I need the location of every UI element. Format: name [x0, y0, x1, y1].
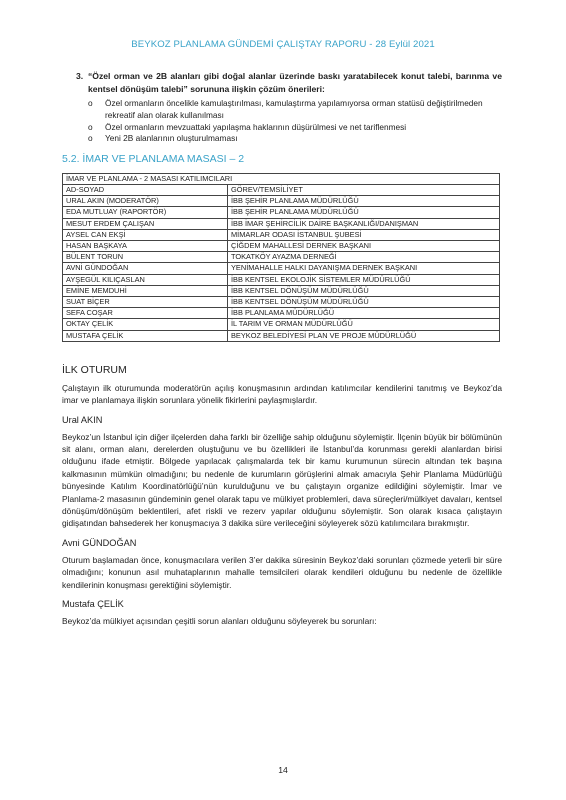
participant-name: EDA MUTLUAY (RAPORTÖR)	[63, 207, 228, 218]
participant-role: BEYKOZ BELEDİYESİ PLAN VE PROJE MÜDÜRLÜĞÜ	[228, 330, 500, 341]
table-row	[63, 308, 500, 319]
speaker-text: Oturum başlamadan önce, konuşmacılara verilen 3’er dakika süresinin Beykoz’daki sorunları çözmede yeterli bir süre olmadığını; konunun asıl muhataplarının mahalle temsilcileri olarak kendileri olduğunu bu nedenle de özellikle kendilerinin konuşması gerektiğini söylemiştir.	[62, 554, 502, 590]
page-number: 14	[278, 765, 288, 775]
participant-role: TOKATKÖY AYAZMA DERNEĞİ	[228, 252, 500, 263]
participant-role: İBB KENTSEL EKOLOJİK SİSTEMLER MÜDÜRLÜĞÜ	[228, 274, 500, 285]
participant-name: MESUT ERDEM ÇALIŞAN	[63, 218, 228, 229]
session-intro: Çalıştayın ilk oturumunda moderatörün açılış konuşmasının ardından katılımcılar kendilerini tanıtmış ve Beykoz’da imar ve planlamaya ilişkin sorunlara yönelik fikirlerini paylaşmışlardır.	[62, 382, 502, 406]
participant-name: AYSEL CAN EKŞİ	[63, 229, 228, 240]
column-header-name: AD-SOYAD	[63, 184, 228, 195]
list-item-text: Yeni 2B alanlarının oluşturulmaması	[105, 133, 238, 144]
participant-name: SEFA COŞAR	[63, 308, 228, 319]
bullet-marker: o	[88, 133, 93, 144]
participant-name: MUSTAFA ÇELİK	[63, 330, 228, 341]
table-row	[63, 285, 500, 296]
table-row	[63, 297, 500, 308]
list-item	[88, 122, 502, 134]
participant-role: ÇİĞDEM MAHALLESİ DERNEK BAŞKANI	[228, 241, 500, 252]
report-header: BEYKOZ PLANLAMA GÜNDEMİ ÇALIŞTAY RAPORU - 28 Eylül 2021	[131, 39, 435, 50]
speaker-name: Avni GÜNDOĞAN	[62, 537, 137, 548]
table-row	[63, 319, 500, 330]
participant-role: İBB ŞEHİR PLANLAMA MÜDÜRLÜĞÜ	[228, 207, 500, 218]
table-row	[63, 330, 500, 341]
table-row	[63, 263, 500, 274]
participant-role: MİMARLAR ODASI İSTANBUL ŞUBESİ	[228, 229, 500, 240]
list-item-text: Özel ormanların mevzuattaki yapılaşma haklarının düşürülmesi ve net tariflenmesi	[105, 121, 407, 132]
participant-role: İBB PLANLAMA MÜDÜRLÜĞÜ	[228, 308, 500, 319]
page-content	[62, 70, 502, 628]
participant-name: AVNİ GÜNDOĞAN	[63, 263, 228, 274]
section-heading: 5.2. İMAR VE PLANLAMA MASASI – 2	[62, 152, 245, 165]
bullet-marker: o	[88, 98, 93, 109]
table-row	[63, 218, 500, 229]
speaker-text: Beykoz’un İstanbul için diğer ilçelerden daha farklı bir özelliğe sahip olduğunu söylemiştir. İlçenin büyük bir bölümünün sit alanı, orman alanı, derelerden oluştuğunu ve bu özellikleri ile İstanbul’da korunması gerekli alanlardan birisi olduğunu ifade etmiştir. Bölgede yapılacak çalışmalarda tek bir kamu kurumunun sürecin altından tek başına kalkmasının mümkün olmadığını; bu nedenle de kurumların görüşlerini almak amacıyla Şehir Planlama Müdürlüğü bünyesinde Katılım Koordinatörlüğü’nün kurulduğunu ve bu çalıştayın organize edildiğini söylemiştir. İmar ve Planlama-2 masasının gündeminin genel olarak tapu ve mülkiyet problemleri, dava süreçleri/mülkiyet davaları, kentsel dönüşüm/dönüşüm beklentileri, afet riskli ve rezerv yapılar olduğunu söylemiştir. Son olarak kısaca çalıştayın gidişatından bahsederek her konuşmacıya 3 dakika süre verileceğini söyleyerek sözü katılımcılara bırakmıştır.	[62, 431, 502, 529]
speaker-name: Mustafa ÇELİK	[62, 599, 124, 610]
participant-role: YENİMAHALLE HALKI DAYANIŞMA DERNEK BAŞKANI	[228, 263, 500, 274]
table-row	[63, 252, 500, 263]
participant-role: İL TARIM VE ORMAN MÜDÜRLÜĞÜ	[228, 319, 500, 330]
participant-role: İBB KENTSEL DÖNÜŞÜM MÜDÜRLÜĞÜ	[228, 297, 500, 308]
table-row	[63, 241, 500, 252]
table-row	[63, 207, 500, 218]
participants-table	[62, 173, 500, 342]
list-item	[88, 98, 502, 121]
participant-role: İBB ŞEHİR PLANLAMA MÜDÜRLÜĞÜ	[228, 196, 500, 207]
table-row	[63, 229, 500, 240]
speaker-name: Ural AKIN	[62, 414, 103, 425]
table-row	[63, 196, 500, 207]
participant-name: SUAT BİÇER	[63, 297, 228, 308]
participant-name: OKTAY ÇELİK	[63, 319, 228, 330]
table-row	[63, 274, 500, 285]
session-heading: İLK OTURUM	[62, 363, 127, 376]
table-title: İMAR VE PLANLAMA - 2 MASASI KATILIMCILARI	[63, 173, 500, 184]
list-item	[88, 133, 502, 145]
solution-list	[62, 98, 502, 144]
numbered-item	[62, 70, 502, 96]
participant-name: AYŞEGÜL KILIÇASLAN	[63, 274, 228, 285]
list-item-text: Özel ormanların öncelikle kamulaştırılması, kamulaştırma yapılamıyorsa orman statüsü değiştirilmeden rekreatif alan olarak kullanılması	[105, 98, 483, 120]
item-text: “Özel orman ve 2B alanları gibi doğal alanlar üzerinde baskı yaratabilecek konut talebi, barınma ve kentsel dönüşüm talebi” sorununa ilişkin çözüm önerileri:	[88, 71, 502, 95]
participant-name: BÜLENT TORUN	[63, 252, 228, 263]
item-number: 3.	[76, 71, 84, 81]
column-header-role: GÖREV/TEMSİLİYET	[228, 184, 500, 195]
bullet-marker: o	[88, 121, 93, 132]
participant-role: İBB KENTSEL DÖNÜŞÜM MÜDÜRLÜĞÜ	[228, 285, 500, 296]
participant-name: URAL AKIN (MODERATÖR)	[63, 196, 228, 207]
participant-name: HASAN BAŞKAYA	[63, 241, 228, 252]
speaker-text: Beykoz’da mülkiyet açısından çeşitli sorun alanları olduğunu söyleyerek bu sorunları:	[62, 616, 377, 627]
participant-role: İBB İMAR ŞEHİRCİLİK DAİRE BAŞKANLIĞI/DANIŞMAN	[228, 218, 500, 229]
participant-name: EMİNE MEMDUHİ	[63, 285, 228, 296]
